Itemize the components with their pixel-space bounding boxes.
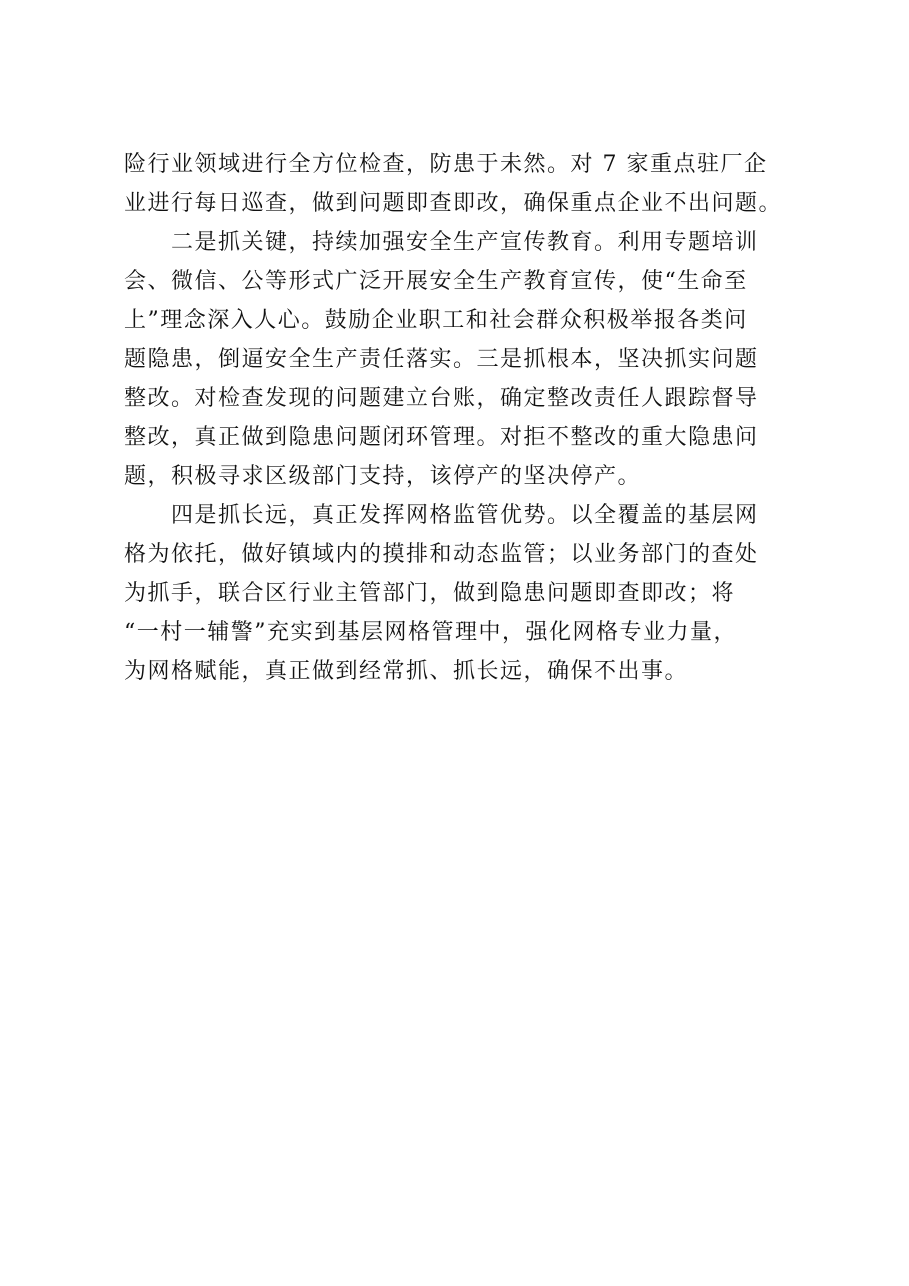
- text-line: 为抓手，联合区行业主管部门，做到隐患问题即查即改；将: [124, 581, 736, 606]
- document-body: [124, 146, 804, 692]
- text-line: 题，积极寻求区级部门支持，该停产的坚决停产。: [124, 464, 642, 489]
- text-line: 题隐患，倒逼安全生产责任落实。三是抓根本，坚决抓实问题: [124, 347, 759, 372]
- text-line: 整改，真正做到隐患问题闭环管理。对拒不整改的重大隐患问: [124, 425, 759, 450]
- paragraph-start-line: 四是抓长远，真正发挥网格监管优势。以全覆盖的基层网: [171, 503, 759, 528]
- text-line: “一村一辅警”充实到基层网格管理中，强化网格专业力量，: [124, 620, 737, 645]
- paragraph-start-line: 二是抓关键，持续加强安全生产宣传教育。利用专题培训: [171, 230, 759, 255]
- text-line: 会、微信、公等形式广泛开展安全生产教育宣传，使“生命至: [124, 269, 748, 294]
- text-line: 为网格赋能，真正做到经常抓、抓长远，确保不出事。: [124, 659, 689, 684]
- text-line: 业进行每日巡查，做到问题即查即改，确保重点企业不出问题。: [124, 191, 783, 216]
- text-line: 格为依托，做好镇域内的摸排和动态监管；以业务部门的查处: [124, 542, 759, 567]
- text-line: 上”理念深入人心。鼓励企业职工和社会群众积极举报各类问: [124, 308, 748, 333]
- text-line: 整改。对检查发现的问题建立台账，确定整改责任人跟踪督导: [124, 386, 759, 411]
- text-line: 险行业领域进行全方位检查，防患于未然。对 7 家重点驻厂企: [124, 152, 768, 177]
